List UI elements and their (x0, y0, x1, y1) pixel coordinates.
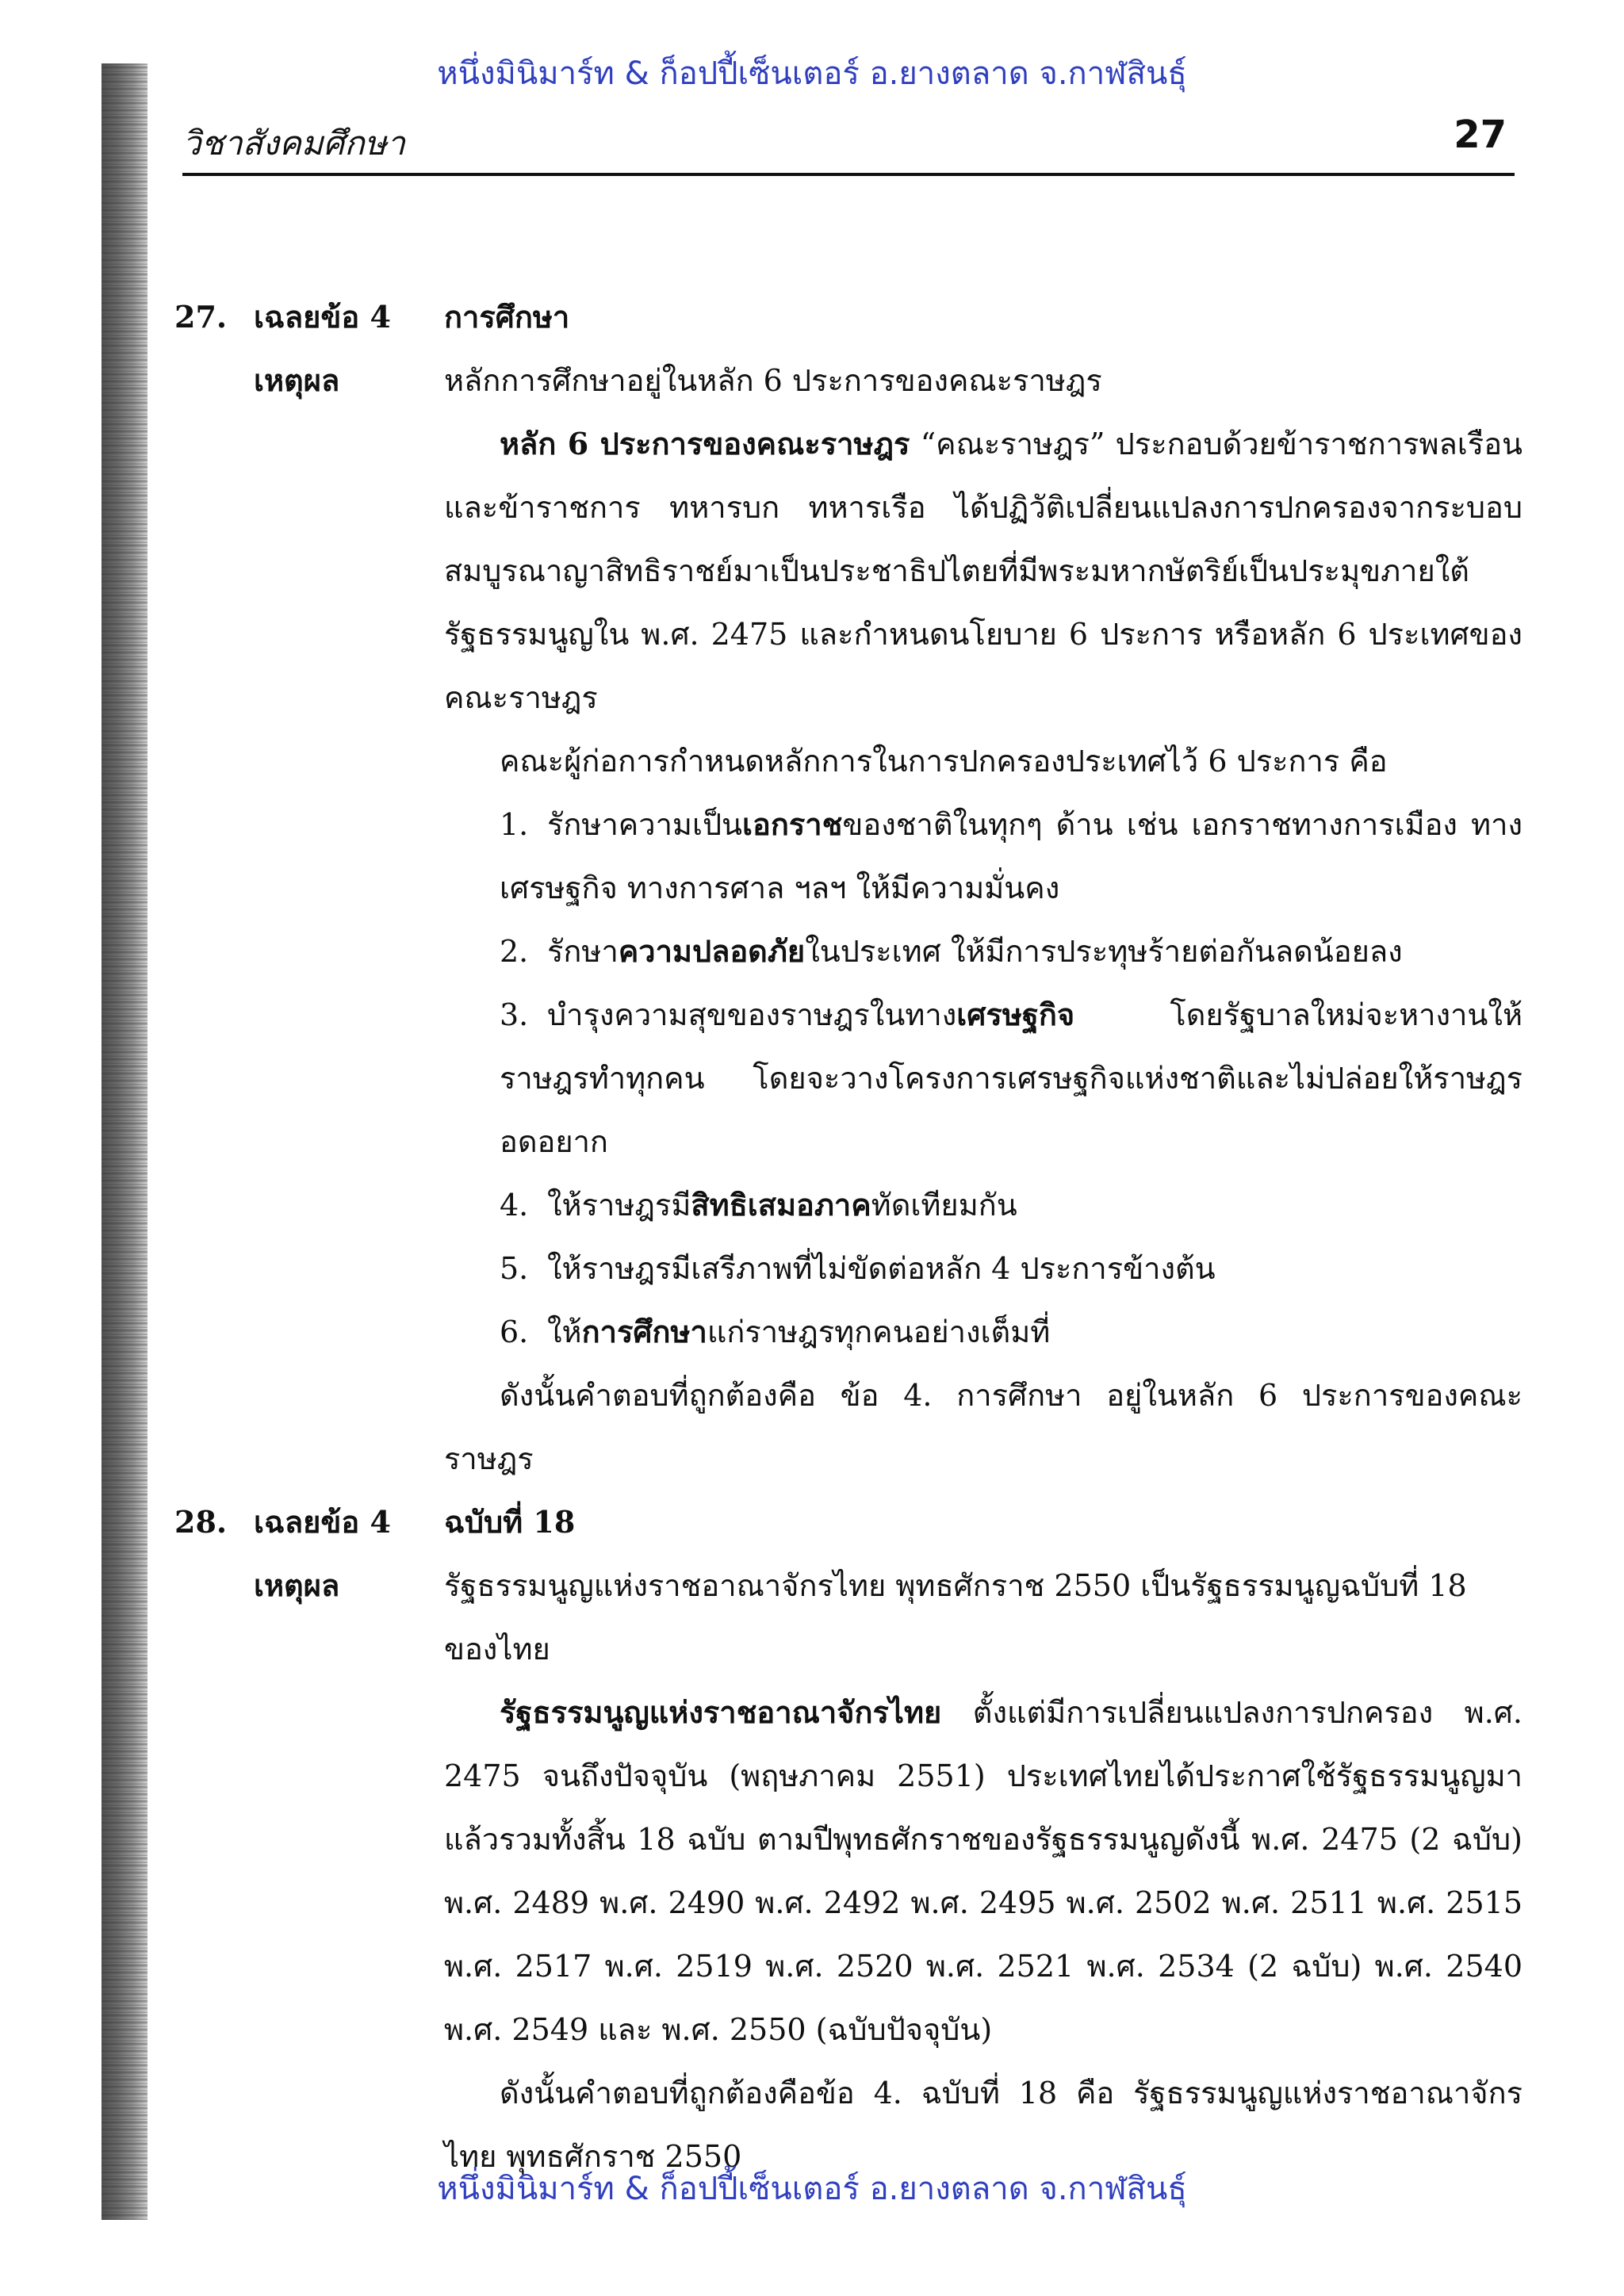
answer-value: ฉบับที่ 18 (444, 1504, 576, 1540)
answer-27 (174, 285, 1522, 1490)
answer-label: เฉลยข้อ 4 (254, 1504, 391, 1540)
conclusion: ดังนั้นคำตอบที่ถูกต้องคือ ข้อ 4. การศึกษา อยู่ในหลัก 6 ประการของคณะราษฎร (444, 1378, 1522, 1476)
answer-value: การศึกษา (444, 299, 570, 335)
list-item: 1. รักษาความเป็นเอกราชของชาติในทุกๆ ด้าน เช่น เอกราชทางการเมือง ทางเศรษฐกิจ ทางการศาล ฯลฯ ให้มีความมั่นคง (500, 806, 1522, 905)
question-number: 27. (174, 299, 228, 335)
answer-28 (174, 1490, 1522, 2188)
paragraph: คณะผู้ก่อการกำหนดหลักการในการปกครองประเทศไว้ 6 ประการ คือ (500, 744, 1388, 779)
answer-label: เฉลยข้อ 4 (254, 299, 391, 335)
scan-shadow-edge (102, 63, 147, 2220)
paragraph: หลัก 6 ประการของคณะราษฎร “คณะราษฎร” ประกอบด้วยข้าราชการพลเรือนและข้าราชการ ทหารบก ทหารเรือ ได้ปฏิวัติเปลี่ยนแปลงการปกครองจากระบอบสมบูรณาญาสิทธิราชย์มาเป็นประชาธิปไตยที่มีพระมหากษัตริย์เป็นประมุขภายใต้รัฐธรรมนูญใน พ.ศ. 2475 และกำหนดนโยบาย 6 ประการ หรือหลัก 6 ประเทศของคณะราษฎร (444, 426, 1522, 715)
answer-section (174, 285, 1522, 2188)
list-item: 6. ให้การศึกษาแก่ราษฎรทุกคนอย่างเต็มที่ (500, 1314, 1051, 1349)
list-item: 2. รักษาความปลอดภัยในประเทศ ให้มีการประทุษร้ายต่อกันลดน้อยลง (500, 933, 1403, 969)
reason-body (444, 1681, 1522, 2188)
question-number: 28. (174, 1504, 228, 1540)
reason-label: เหตุผล (254, 1567, 340, 1603)
list-item: 3. บำรุงความสุขของราษฎรในทางเศรษฐกิจ โดยรัฐบาลใหม่จะหางานให้ราษฎรทำทุกคน โดยจะวางโครงการเศรษฐกิจแห่งชาติและไม่ปล่อยให้ราษฎรอดอยาก (500, 997, 1522, 1159)
watermark-top: หนึ่งมินิมาร์ท & ก็อปปี้เซ็นเตอร์ อ.ยางตลาด จ.กาฬสินธุ์ (437, 55, 1187, 92)
watermark-bottom: หนึ่งมินิมาร์ท & ก็อปปี้เซ็นเตอร์ อ.ยางตลาด จ.กาฬสินธุ์ (437, 2171, 1187, 2207)
reason-body (444, 412, 1522, 1490)
reason-intro: หลักการศึกษาอยู่ในหลัก 6 ประการของคณะราษฎร (444, 363, 1102, 398)
reason-intro: รัฐธรรมนูญแห่งราชอาณาจักรไทย พุทธศักราช 2550 เป็นรัฐธรรมนูญฉบับที่ 18 ของไทย (444, 1568, 1467, 1667)
conclusion: ดังนั้นคำตอบที่ถูกต้องคือข้อ 4. ฉบับที่ 18 คือ รัฐธรรมนูญแห่งราชอาณาจักรไทย พุทธศักราช 2550 (444, 2076, 1522, 2174)
paragraph: รัฐธรรมนูญแห่งราชอาณาจักรไทย ตั้งแต่มีการเปลี่ยนแปลงการปกครอง พ.ศ. 2475 จนถึงปัจจุบัน (พฤษภาคม 2551) ประเทศไทยได้ประกาศใช้รัฐธรรมนูญมาแล้วรวมทั้งสิ้น 18 ฉบับ ตามปีพุทธศักราชของรัฐธรรมนูญดังนี้ พ.ศ. 2475 (2 ฉบับ) พ.ศ. 2489 พ.ศ. 2490 พ.ศ. 2492 พ.ศ. 2495 พ.ศ. 2502 พ.ศ. 2511 พ.ศ. 2515 พ.ศ. 2517 พ.ศ. 2519 พ.ศ. 2520 พ.ศ. 2521 พ.ศ. 2534 (2 ฉบับ) พ.ศ. 2540 พ.ศ. 2549 และ พ.ศ. 2550 (ฉบับปัจจุบัน) (444, 1694, 1522, 2047)
running-header (182, 113, 1515, 176)
list-item: 5. ให้ราษฎรมีเสรีภาพที่ไม่ขัดต่อหลัก 4 ประการข้างต้น (500, 1251, 1216, 1286)
subject-title: วิชาสังคมศึกษา (182, 124, 405, 163)
page-number: 27 (1454, 113, 1507, 157)
reason-label: เหตุผล (254, 362, 340, 398)
list-item: 4. ให้ราษฎรมีสิทธิเสมอภาคทัดเทียมกัน (500, 1187, 1017, 1223)
